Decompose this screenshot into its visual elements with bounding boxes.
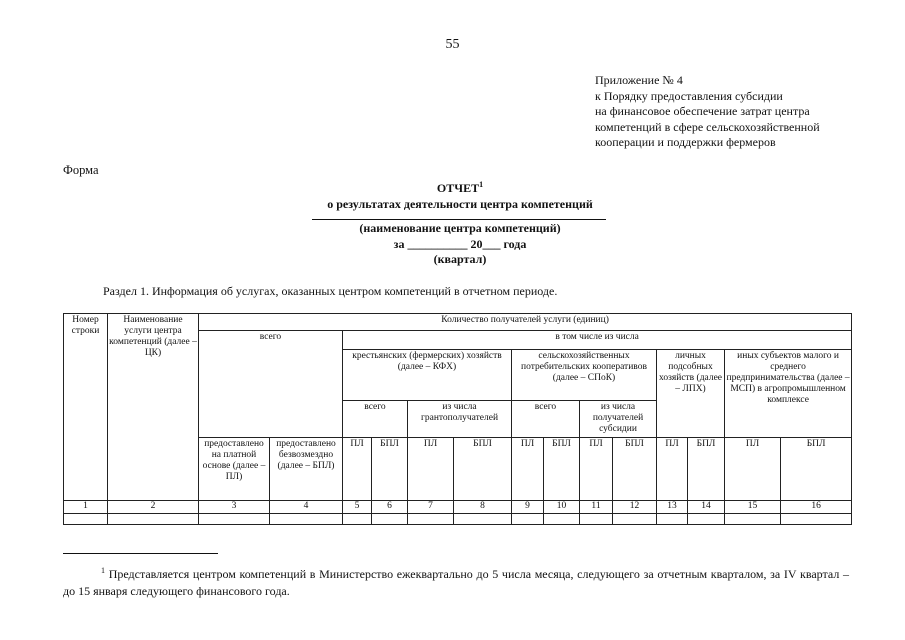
header-pl: ПЛ bbox=[725, 438, 781, 501]
report-period bbox=[250, 237, 670, 253]
column-number: 4 bbox=[270, 501, 343, 514]
report-quarter: (квартал) bbox=[433, 252, 487, 266]
report-title bbox=[250, 177, 670, 197]
column-number: 8 bbox=[454, 501, 512, 514]
column-number: 12 bbox=[613, 501, 657, 514]
report-table bbox=[63, 313, 852, 525]
table-cell bbox=[544, 514, 580, 525]
column-number: 11 bbox=[580, 501, 613, 514]
header-bpl: БПЛ bbox=[454, 438, 512, 501]
header-including: в том числе из числа bbox=[343, 331, 852, 350]
table-cell bbox=[688, 514, 725, 525]
column-number: 6 bbox=[372, 501, 408, 514]
header-pl: ПЛ bbox=[408, 438, 454, 501]
column-number: 15 bbox=[725, 501, 781, 514]
header-pl: ПЛ bbox=[343, 438, 372, 501]
header-kfh-grant: из числа грантополучателей bbox=[408, 401, 512, 438]
header-spok-total: всего bbox=[512, 401, 580, 438]
appendix-line: компетенций в сфере сельскохозяйственной bbox=[595, 119, 820, 134]
header-row-number: Номер строки bbox=[64, 314, 108, 501]
table-cell bbox=[108, 514, 199, 525]
header-spok: сельскохозяйственных потребительских кооперативов (далее – СПоК) bbox=[512, 350, 657, 401]
center-name-placeholder: (наименование центра компетенций) bbox=[359, 221, 561, 235]
section-title: Раздел 1. Информация об услугах, оказанных центром компетенций в отчетном периоде. bbox=[103, 284, 558, 298]
header-paid: предоставлено на платной основе (далее – ПЛ) bbox=[199, 438, 270, 501]
period-prefix: за bbox=[393, 236, 405, 251]
header-bpl: БПЛ bbox=[372, 438, 408, 501]
column-number: 5 bbox=[343, 501, 372, 514]
period-year: 20___ bbox=[470, 236, 501, 251]
table-cell bbox=[454, 514, 512, 525]
report-title-text: ОТЧЕТ bbox=[436, 181, 480, 195]
period-suffix: года bbox=[503, 236, 527, 251]
report-title-block bbox=[250, 177, 670, 268]
header-pl: ПЛ bbox=[512, 438, 544, 501]
column-number: 16 bbox=[781, 501, 852, 514]
column-number: 2 bbox=[108, 501, 199, 514]
center-name-line bbox=[312, 219, 606, 220]
table-cell bbox=[781, 514, 852, 525]
table-cell bbox=[343, 514, 372, 525]
appendix-line: к Порядку предоставления субсидии bbox=[595, 88, 783, 103]
header-bpl: БПЛ bbox=[688, 438, 725, 501]
table-cell bbox=[372, 514, 408, 525]
header-spok-subsidy: из числа получателей субсидии bbox=[580, 401, 657, 438]
table-cell bbox=[199, 514, 270, 525]
report-subtitle: о результатах деятельности центра компетенций bbox=[327, 196, 593, 211]
header-pl: ПЛ bbox=[580, 438, 613, 501]
column-number: 9 bbox=[512, 501, 544, 514]
column-number: 1 bbox=[64, 501, 108, 514]
column-number: 3 bbox=[199, 501, 270, 514]
header-lph: личных подсобных хозяйств (далее – ЛПХ) bbox=[657, 350, 725, 438]
table-row bbox=[64, 514, 852, 525]
header-kfh-total: всего bbox=[343, 401, 408, 438]
appendix-line: на финансовое обеспечение затрат центра bbox=[595, 104, 810, 118]
column-number: 14 bbox=[688, 501, 725, 514]
column-number: 10 bbox=[544, 501, 580, 514]
header-msp: иных субъектов малого и среднего предпринимательства (далее – МСП) в агропромышленном комплексе bbox=[725, 350, 852, 438]
table-cell bbox=[613, 514, 657, 525]
table-cell bbox=[64, 514, 108, 525]
header-total: всего bbox=[199, 331, 343, 438]
page-number: 55 bbox=[445, 37, 460, 52]
period-blank: __________ bbox=[407, 236, 468, 251]
header-kfh: крестьянских (фермерских) хозяйств (далее – КФХ) bbox=[343, 350, 512, 401]
column-number: 13 bbox=[657, 501, 688, 514]
header-bpl: БПЛ bbox=[544, 438, 580, 501]
table-cell bbox=[270, 514, 343, 525]
appendix-line: кооперации и поддержки фермеров bbox=[595, 135, 776, 149]
header-bpl: БПЛ bbox=[781, 438, 852, 501]
table-cell bbox=[657, 514, 688, 525]
header-free: предоставлено безвозмездно (далее – БПЛ) bbox=[270, 438, 343, 501]
footnote bbox=[63, 562, 849, 600]
header-bpl: БПЛ bbox=[613, 438, 657, 501]
table-cell bbox=[408, 514, 454, 525]
form-label: Форма bbox=[63, 163, 99, 177]
header-service-name: Наименование услуги центра компетенций (далее – ЦК) bbox=[108, 314, 199, 501]
appendix-line: Приложение № 4 bbox=[595, 73, 683, 87]
column-number: 7 bbox=[408, 501, 454, 514]
footnote-mark: 1 bbox=[479, 180, 484, 189]
header-pl: ПЛ bbox=[657, 438, 688, 501]
footnote-mark: 1 bbox=[101, 566, 105, 575]
table-cell bbox=[512, 514, 544, 525]
footnote-rule bbox=[63, 553, 218, 554]
footnote-text: Представляется центром компетенций в Министерство ежеквартально до 5 числа месяца, следующего за отчетным кварталом, за IV квартал – до 15 января следующего финансового года. bbox=[63, 567, 849, 598]
table-cell bbox=[580, 514, 613, 525]
appendix-block bbox=[595, 73, 820, 151]
table-cell bbox=[725, 514, 781, 525]
header-recipients: Количество получателей услуги (единиц) bbox=[199, 314, 852, 331]
column-number-row bbox=[64, 501, 852, 514]
